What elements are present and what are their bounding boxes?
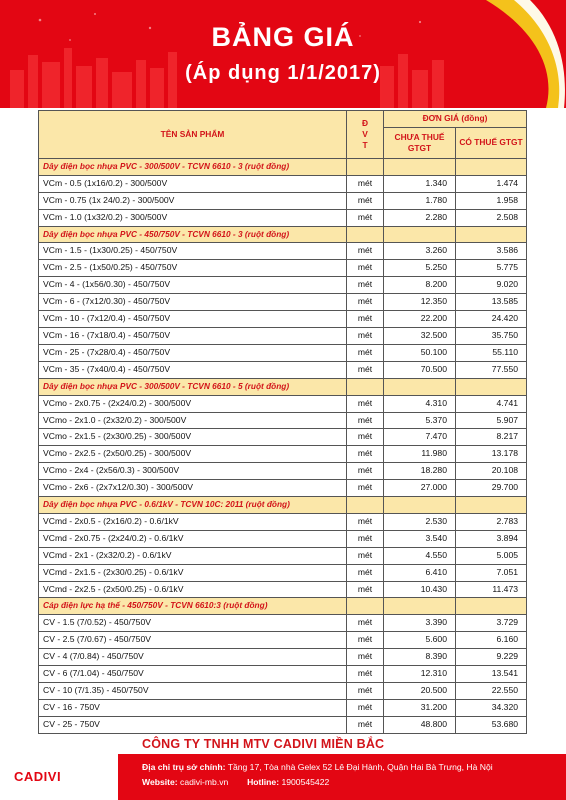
table-row xyxy=(39,649,527,666)
price-table-body xyxy=(39,158,527,733)
price-after-vat-cell: 35.750 xyxy=(456,327,527,344)
product-name-cell: VCmd - 2x0.75 - (2x24/0.2) - 0.6/1kV xyxy=(39,530,347,547)
product-name-cell: CV - 6 (7/1.04) - 450/750V xyxy=(39,666,347,683)
unit-cell: mét xyxy=(347,615,384,632)
price-before-vat-cell: 5.370 xyxy=(384,412,456,429)
product-name-cell: VCmd - 2x1.5 - (2x30/0.25) - 0.6/1kV xyxy=(39,564,347,581)
price-before-vat-cell: 12.310 xyxy=(384,666,456,683)
footer-address-line xyxy=(142,762,493,772)
price-table xyxy=(38,110,527,734)
group-title: Dây điện bọc nhựa PVC - 300/500V - TCVN 6610 - 5 (ruột đồng) xyxy=(39,378,347,395)
price-after-vat-cell: 29.700 xyxy=(456,480,527,497)
group-blank-cell xyxy=(347,226,384,243)
price-before-vat-cell: 22.200 xyxy=(384,311,456,328)
price-after-vat-cell: 2.783 xyxy=(456,513,527,530)
price-before-vat-cell: 4.550 xyxy=(384,547,456,564)
table-row xyxy=(39,716,527,733)
unit-cell: mét xyxy=(347,311,384,328)
product-name-cell: VCm - 16 - (7x18/0.4) - 450/750V xyxy=(39,327,347,344)
unit-cell: mét xyxy=(347,361,384,378)
group-blank-cell xyxy=(347,497,384,514)
unit-cell: mét xyxy=(347,699,384,716)
price-after-vat-cell: 5.775 xyxy=(456,260,527,277)
unit-cell: mét xyxy=(347,513,384,530)
product-name-cell: VCmo - 2x4 - (2x56/0.3) - 300/500V xyxy=(39,463,347,480)
table-row xyxy=(39,615,527,632)
unit-cell: mét xyxy=(347,260,384,277)
price-after-vat-cell: 7.051 xyxy=(456,564,527,581)
group-blank-cell xyxy=(384,158,456,175)
price-after-vat-cell: 77.550 xyxy=(456,361,527,378)
product-name-cell: VCm - 4 - (1x56/0.30) - 450/750V xyxy=(39,277,347,294)
price-before-vat-cell: 2.280 xyxy=(384,209,456,226)
unit-cell: mét xyxy=(347,581,384,598)
product-name-cell: VCm - 1.5 - (1x30/0.25) - 450/750V xyxy=(39,243,347,260)
website-link[interactable]: cadivi-mb.vn xyxy=(180,777,229,787)
group-blank-cell xyxy=(456,158,527,175)
price-before-vat-cell: 31.200 xyxy=(384,699,456,716)
price-after-vat-cell: 5.005 xyxy=(456,547,527,564)
group-title: Dây điện bọc nhựa PVC - 300/500V - TCVN 6610 - 3 (ruột đồng) xyxy=(39,158,347,175)
price-before-vat-cell: 8.200 xyxy=(384,277,456,294)
price-before-vat-cell: 50.100 xyxy=(384,344,456,361)
unit-cell: mét xyxy=(347,480,384,497)
address-label: Địa chỉ trụ sở chính: xyxy=(142,762,226,772)
group-header-row xyxy=(39,378,527,395)
price-after-vat-cell: 9.020 xyxy=(456,277,527,294)
price-before-vat-cell: 27.000 xyxy=(384,480,456,497)
unit-cell: mét xyxy=(347,716,384,733)
price-after-vat-cell: 13.178 xyxy=(456,446,527,463)
unit-cell: mét xyxy=(347,547,384,564)
product-name-cell: VCm - 25 - (7x28/0.4) - 450/750V xyxy=(39,344,347,361)
table-row xyxy=(39,277,527,294)
product-name-cell: VCmo - 2x1.5 - (2x30/0.25) - 300/500V xyxy=(39,429,347,446)
header-product-name: TÊN SẢN PHẨM xyxy=(39,111,347,159)
price-before-vat-cell: 48.800 xyxy=(384,716,456,733)
price-before-vat-cell: 1.780 xyxy=(384,192,456,209)
hotline-number[interactable]: 1900545422 xyxy=(281,777,330,787)
price-after-vat-cell: 20.108 xyxy=(456,463,527,480)
table-row xyxy=(39,632,527,649)
table-row xyxy=(39,395,527,412)
header-before-vat: CHƯA THUẾ GTGT xyxy=(384,127,456,158)
price-before-vat-cell: 3.390 xyxy=(384,615,456,632)
unit-cell: mét xyxy=(347,683,384,700)
unit-cell: mét xyxy=(347,564,384,581)
group-header-row xyxy=(39,497,527,514)
price-before-vat-cell: 5.600 xyxy=(384,632,456,649)
group-header-row xyxy=(39,598,527,615)
table-row xyxy=(39,564,527,581)
price-before-vat-cell: 18.280 xyxy=(384,463,456,480)
address-text: Tầng 17, Tòa nhà Gelex 52 Lê Đại Hành, Quận Hai Bà Trưng, Hà Nội xyxy=(227,762,493,772)
product-name-cell: VCmo - 2x6 - (2x7x12/0.30) - 300/500V xyxy=(39,480,347,497)
price-after-vat-cell: 55.110 xyxy=(456,344,527,361)
product-name-cell: VCmd - 2x0.5 - (2x16/0.2) - 0.6/1kV xyxy=(39,513,347,530)
group-blank-cell xyxy=(347,598,384,615)
group-header-row xyxy=(39,226,527,243)
unit-cell: mét xyxy=(347,632,384,649)
product-name-cell: CV - 1.5 (7/0.52) - 450/750V xyxy=(39,615,347,632)
unit-cell: mét xyxy=(347,429,384,446)
price-after-vat-cell: 1.474 xyxy=(456,175,527,192)
price-after-vat-cell: 6.160 xyxy=(456,632,527,649)
product-name-cell: CV - 2.5 (7/0.67) - 450/750V xyxy=(39,632,347,649)
group-blank-cell xyxy=(456,497,527,514)
product-name-cell: VCmd - 2x1 - (2x32/0.2) - 0.6/1kV xyxy=(39,547,347,564)
table-row xyxy=(39,581,527,598)
product-name-cell: VCmo - 2x0.75 - (2x24/0.2) - 300/500V xyxy=(39,395,347,412)
price-after-vat-cell: 24.420 xyxy=(456,311,527,328)
price-before-vat-cell: 8.390 xyxy=(384,649,456,666)
product-name-cell: VCm - 6 - (7x12/0.30) - 450/750V xyxy=(39,294,347,311)
price-before-vat-cell: 3.540 xyxy=(384,530,456,547)
price-after-vat-cell: 3.729 xyxy=(456,615,527,632)
header-banner xyxy=(0,0,566,108)
unit-cell: mét xyxy=(347,463,384,480)
group-blank-cell xyxy=(456,598,527,615)
price-before-vat-cell: 12.350 xyxy=(384,294,456,311)
product-name-cell: VCm - 2.5 - (1x50/0.25) - 450/750V xyxy=(39,260,347,277)
group-blank-cell xyxy=(456,226,527,243)
footer-contact-line xyxy=(142,777,329,787)
group-blank-cell xyxy=(384,378,456,395)
table-row xyxy=(39,294,527,311)
price-table-container xyxy=(38,110,526,734)
product-name-cell: VCmo - 2x1.0 - (2x32/0.2) - 300/500V xyxy=(39,412,347,429)
unit-cell: mét xyxy=(347,175,384,192)
table-row xyxy=(39,209,527,226)
header-unit xyxy=(347,111,384,159)
table-row xyxy=(39,327,527,344)
product-name-cell: VCm - 0.75 (1x 24/0.2) - 300/500V xyxy=(39,192,347,209)
price-after-vat-cell: 3.586 xyxy=(456,243,527,260)
unit-cell: mét xyxy=(347,412,384,429)
table-row xyxy=(39,361,527,378)
price-before-vat-cell: 32.500 xyxy=(384,327,456,344)
price-after-vat-cell: 3.894 xyxy=(456,530,527,547)
unit-cell: mét xyxy=(347,344,384,361)
table-row xyxy=(39,683,527,700)
price-after-vat-cell: 22.550 xyxy=(456,683,527,700)
price-after-vat-cell: 13.585 xyxy=(456,294,527,311)
unit-cell: mét xyxy=(347,277,384,294)
header-unit-text: Đ V T xyxy=(361,117,369,150)
group-blank-cell xyxy=(384,226,456,243)
price-before-vat-cell: 7.470 xyxy=(384,429,456,446)
group-blank-cell xyxy=(456,378,527,395)
price-before-vat-cell: 6.410 xyxy=(384,564,456,581)
table-row xyxy=(39,429,527,446)
price-after-vat-cell: 11.473 xyxy=(456,581,527,598)
unit-cell: mét xyxy=(347,530,384,547)
table-row xyxy=(39,311,527,328)
table-row xyxy=(39,344,527,361)
cadivi-logo: CADIVI xyxy=(14,769,62,784)
unit-cell: mét xyxy=(347,649,384,666)
price-after-vat-cell: 53.680 xyxy=(456,716,527,733)
unit-cell: mét xyxy=(347,243,384,260)
product-name-cell: VCm - 0.5 (1x16/0.2) - 300/500V xyxy=(39,175,347,192)
hotline-label: Hotline: xyxy=(247,777,280,787)
price-before-vat-cell: 20.500 xyxy=(384,683,456,700)
unit-cell: mét xyxy=(347,327,384,344)
price-after-vat-cell: 1.958 xyxy=(456,192,527,209)
table-row xyxy=(39,513,527,530)
table-row xyxy=(39,412,527,429)
table-row xyxy=(39,175,527,192)
header-price-group: ĐƠN GIÁ (đồng) xyxy=(384,111,527,128)
price-before-vat-cell: 70.500 xyxy=(384,361,456,378)
table-row xyxy=(39,547,527,564)
group-title: Dây điện bọc nhựa PVC - 0.6/1kV - TCVN 10C: 2011 (ruột đồng) xyxy=(39,497,347,514)
unit-cell: mét xyxy=(347,209,384,226)
price-before-vat-cell: 1.340 xyxy=(384,175,456,192)
table-row xyxy=(39,446,527,463)
price-before-vat-cell: 3.260 xyxy=(384,243,456,260)
product-name-cell: VCmd - 2x2.5 - (2x50/0.25) - 0.6/1kV xyxy=(39,581,347,598)
group-blank-cell xyxy=(384,598,456,615)
price-after-vat-cell: 9.229 xyxy=(456,649,527,666)
unit-cell: mét xyxy=(347,192,384,209)
price-after-vat-cell: 34.320 xyxy=(456,699,527,716)
product-name-cell: VCmo - 2x2.5 - (2x50/0.25) - 300/500V xyxy=(39,446,347,463)
table-row xyxy=(39,260,527,277)
group-blank-cell xyxy=(347,378,384,395)
price-after-vat-cell: 13.541 xyxy=(456,666,527,683)
website-label: Website: xyxy=(142,777,178,787)
product-name-cell: CV - 4 (7/0.84) - 450/750V xyxy=(39,649,347,666)
table-row xyxy=(39,192,527,209)
price-before-vat-cell: 4.310 xyxy=(384,395,456,412)
product-name-cell: CV - 16 - 750V xyxy=(39,699,347,716)
header-after-vat: CÓ THUẾ GTGT xyxy=(456,127,527,158)
group-header-row xyxy=(39,158,527,175)
unit-cell: mét xyxy=(347,294,384,311)
price-after-vat-cell: 5.907 xyxy=(456,412,527,429)
price-before-vat-cell: 2.530 xyxy=(384,513,456,530)
price-after-vat-cell: 4.741 xyxy=(456,395,527,412)
table-row xyxy=(39,666,527,683)
table-row xyxy=(39,699,527,716)
table-row xyxy=(39,480,527,497)
unit-cell: mét xyxy=(347,395,384,412)
price-after-vat-cell: 2.508 xyxy=(456,209,527,226)
group-title: Dây điện bọc nhựa PVC - 450/750V - TCVN 6610 - 3 (ruột đồng) xyxy=(39,226,347,243)
group-blank-cell xyxy=(347,158,384,175)
table-row xyxy=(39,243,527,260)
table-row xyxy=(39,463,527,480)
unit-cell: mét xyxy=(347,666,384,683)
group-blank-cell xyxy=(384,497,456,514)
product-name-cell: VCm - 1.0 (1x32/0.2) - 300/500V xyxy=(39,209,347,226)
product-name-cell: VCm - 10 - (7x12/0.4) - 450/750V xyxy=(39,311,347,328)
price-after-vat-cell: 8.217 xyxy=(456,429,527,446)
page-subtitle: (Áp dụng 1/1/2017) xyxy=(185,62,381,84)
product-name-cell: CV - 25 - 750V xyxy=(39,716,347,733)
brand-swoosh-graphic xyxy=(426,0,566,108)
unit-cell: mét xyxy=(347,446,384,463)
company-name: CÔNG TY TNHH MTV CADIVI MIỀN BẮC xyxy=(142,737,385,751)
price-before-vat-cell: 11.980 xyxy=(384,446,456,463)
price-before-vat-cell: 5.250 xyxy=(384,260,456,277)
product-name-cell: CV - 10 (7/1.35) - 450/750V xyxy=(39,683,347,700)
price-before-vat-cell: 10.430 xyxy=(384,581,456,598)
page-title: BẢNG GIÁ xyxy=(211,22,355,52)
table-row xyxy=(39,530,527,547)
group-title: Cáp điện lực hạ thế - 450/750V - TCVN 6610:3 (ruột đồng) xyxy=(39,598,347,615)
product-name-cell: VCm - 35 - (7x40/0.4) - 450/750V xyxy=(39,361,347,378)
